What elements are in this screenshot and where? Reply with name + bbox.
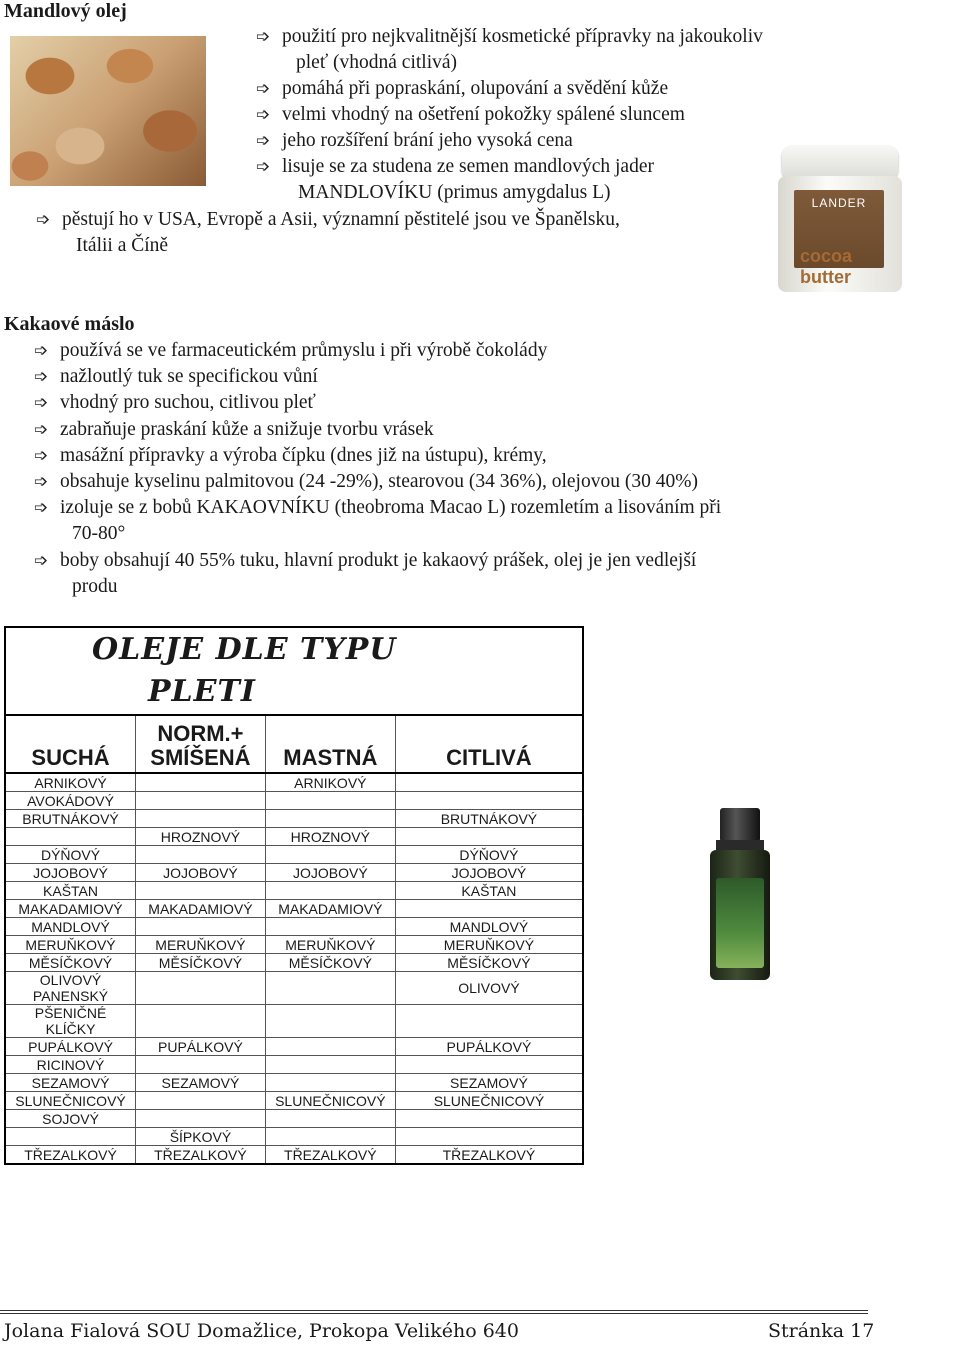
table-cell [265, 1038, 395, 1056]
arrow-bullet-icon: ➩ [34, 367, 49, 387]
table-row [5, 1146, 583, 1165]
table-cell: TŘEZALKOVÝ [265, 1146, 395, 1165]
table-cell [395, 828, 583, 846]
table-cell [136, 882, 266, 900]
footer-rule [0, 1310, 868, 1311]
table-cell: SEZAMOVÝ [395, 1074, 583, 1092]
almond-item-4: ➩ lisuje se za studena ze semen mandlových jader [256, 154, 654, 180]
cocoa-item-1: ➩ nažloutlý tuk se specifickou vůní [34, 364, 318, 390]
table-row [5, 773, 583, 792]
table-cell: BRUTNÁKOVÝ [5, 810, 136, 828]
table-cell: KAŠTAN [5, 882, 136, 900]
table-cell [395, 773, 583, 792]
table-cell: SLUNEČNICOVÝ [395, 1092, 583, 1110]
table-cell: MĚSÍČKOVÝ [136, 954, 266, 972]
table-cell: MERUŇKOVÝ [5, 936, 136, 954]
table-row [5, 1074, 583, 1092]
cocoa-butter-jar-photo [778, 146, 902, 292]
arrow-bullet-icon: ➩ [256, 131, 271, 151]
table-row [5, 828, 583, 846]
table-cell: DÝŇOVÝ [395, 846, 583, 864]
table-row [5, 810, 583, 828]
almond-item-1: ➩ pomáhá při popraskání, olupování a svědění kůže [256, 76, 668, 102]
table-cell: AVOKÁDOVÝ [5, 792, 136, 810]
arrow-bullet-icon: ➩ [34, 498, 49, 518]
table-cell: JOJOBOVÝ [265, 864, 395, 882]
table-cell: JOJOBOVÝ [5, 864, 136, 882]
jar-product: cocoa butter [800, 246, 853, 287]
table-cell [395, 1056, 583, 1074]
table-cell [265, 1005, 395, 1038]
table-cell: MANDLOVÝ [5, 918, 136, 936]
almond-item-3: ➩ jeho rozšíření brání jeho vysoká cena [256, 128, 573, 154]
jar-brand: LANDER [794, 190, 884, 268]
table-cell: OLIVOVÝ [395, 972, 583, 1005]
arrow-bullet-icon: ➩ [34, 341, 49, 361]
almond-item-0-cont: pleť (vhodná citlivá) [296, 52, 458, 73]
table-row [5, 846, 583, 864]
table-cell: OLIVOVÝ PANENSKÝ [5, 972, 136, 1005]
page-number: Stránka 17 [768, 1320, 875, 1342]
table-row [5, 792, 583, 810]
table-cell: ARNIKOVÝ [265, 773, 395, 792]
almond-item-4-cont: MANDLOVÍKU (primus amygdalus L) [298, 182, 611, 203]
table-cell [265, 1056, 395, 1074]
table-cell [136, 792, 266, 810]
table-cell [395, 1128, 583, 1146]
table-cell: MĚSÍČKOVÝ [395, 954, 583, 972]
header-citliva: CITLIVÁ [395, 715, 583, 773]
almond-heading: Mandlový olej [4, 0, 127, 22]
cocoa-item-5: ➩ obsahuje kyselinu palmitovou (24 -29%), stearovou (34 36%), olejovou (30 40%) [34, 469, 698, 495]
table-cell [265, 810, 395, 828]
cocoa-item-4: ➩ masážní přípravky a výroba čípku (dnes již na ústupu), krémy, [34, 443, 547, 469]
table-cell: SEZAMOVÝ [136, 1074, 266, 1092]
table-title: OLEJE DLE TYPU PLETI [5, 627, 583, 715]
cocoa-item-7-cont: produ [72, 576, 118, 597]
table-cell: MĚSÍČKOVÝ [265, 954, 395, 972]
almond-item-5-cont: Itálii a Číně [76, 235, 169, 256]
table-cell [136, 918, 266, 936]
table-cell: PUPÁLKOVÝ [395, 1038, 583, 1056]
table-cell: ARNIKOVÝ [5, 773, 136, 792]
table-cell: MANDLOVÝ [395, 918, 583, 936]
table-row [5, 936, 583, 954]
table-cell [265, 792, 395, 810]
table-cell: ŠÍPKOVÝ [136, 1128, 266, 1146]
table-cell: JOJOBOVÝ [136, 864, 266, 882]
table-cell [136, 972, 266, 1005]
arrow-bullet-icon: ➩ [256, 79, 271, 99]
table-cell [265, 972, 395, 1005]
arrow-bullet-icon: ➩ [256, 105, 271, 125]
table-cell: TŘEZALKOVÝ [5, 1146, 136, 1165]
table-cell [265, 1074, 395, 1092]
table-cell: RICINOVÝ [5, 1056, 136, 1074]
table-row [5, 1038, 583, 1056]
table-cell: PUPÁLKOVÝ [5, 1038, 136, 1056]
table-row [5, 1056, 583, 1074]
bottle-label [716, 878, 764, 968]
table-cell [265, 1110, 395, 1128]
table-cell: KAŠTAN [395, 882, 583, 900]
table-row [5, 1110, 583, 1128]
footer-author: Jolana Fialová SOU Domažlice, Prokopa Velikého 640 [4, 1320, 519, 1342]
bottle-glass [710, 850, 770, 980]
table-row [5, 972, 583, 1005]
arrow-bullet-icon: ➩ [256, 27, 271, 47]
table-cell: SLUNEČNICOVÝ [265, 1092, 395, 1110]
arrow-bullet-icon: ➩ [34, 420, 49, 440]
almond-item-5: ➩ pěstují ho v USA, Evropě a Asii, významní pěstitelé jsou ve Španělsku, [36, 207, 620, 233]
table-cell: TŘEZALKOVÝ [395, 1146, 583, 1165]
table-cell [5, 828, 136, 846]
arrow-bullet-icon: ➩ [34, 551, 49, 571]
table-cell: PUPÁLKOVÝ [136, 1038, 266, 1056]
table-cell [265, 882, 395, 900]
arrow-bullet-icon: ➩ [36, 210, 51, 230]
table-row [5, 882, 583, 900]
arrow-bullet-icon: ➩ [34, 393, 49, 413]
table-cell [395, 1110, 583, 1128]
table-cell: SOJOVÝ [5, 1110, 136, 1128]
table-cell [395, 792, 583, 810]
header-sucha: SUCHÁ [5, 715, 136, 773]
table-cell [136, 846, 266, 864]
table-cell [136, 1056, 266, 1074]
table-cell: MERUŇKOVÝ [395, 936, 583, 954]
table-cell: MAKADAMIOVÝ [265, 900, 395, 918]
table-cell: MAKADAMIOVÝ [5, 900, 136, 918]
table-cell [395, 1005, 583, 1038]
table-cell: MERUŇKOVÝ [136, 936, 266, 954]
table-cell [136, 1092, 266, 1110]
table-row [5, 1092, 583, 1110]
table-cell: MERUŇKOVÝ [265, 936, 395, 954]
cocoa-item-6-cont: 70-80° [72, 523, 126, 544]
header-norm-smisena: NORM.+ SMÍŠENÁ [136, 715, 266, 773]
table-header-row [5, 715, 583, 773]
cocoa-item-0: ➩ používá se ve farmaceutickém průmyslu i při výrobě čokolády [34, 338, 547, 364]
table-title-row [5, 627, 583, 715]
cocoa-heading: Kakaové máslo [4, 313, 135, 335]
jar-lid [782, 146, 898, 180]
table-row [5, 900, 583, 918]
table-row [5, 918, 583, 936]
cocoa-item-2: ➩ vhodný pro suchou, citlivou pleť [34, 390, 316, 416]
table-cell [265, 1128, 395, 1146]
table-cell: SEZAMOVÝ [5, 1074, 136, 1092]
cocoa-item-7: ➩ boby obsahují 40 55% tuku, hlavní produkt je kakaový prášek, olej je jen vedlejší [34, 548, 696, 574]
cocoa-item-6: ➩ izoluje se z bobů KAKAOVNÍKU (theobroma Macao L) rozemletím a lisováním při [34, 495, 721, 521]
table-cell: MAKADAMIOVÝ [136, 900, 266, 918]
table-cell: MĚSÍČKOVÝ [5, 954, 136, 972]
oils-by-skin-type-table [4, 626, 584, 1165]
cocoa-item-3: ➩ zabraňuje praskání kůže a snižuje tvorbu vrásek [34, 417, 434, 443]
table-cell [136, 810, 266, 828]
oil-bottle-photo [708, 808, 772, 980]
table-cell: HROZNOVÝ [136, 828, 266, 846]
footer-rule [0, 1313, 868, 1314]
table-cell: TŘEZALKOVÝ [136, 1146, 266, 1165]
almond-item-0: ➩ použití pro nejkvalitnější kosmetické přípravky na jakoukoliv [256, 24, 763, 50]
table-cell [136, 773, 266, 792]
table-cell [136, 1005, 266, 1038]
table-cell: PŠENIČNÉ KLÍČKY [5, 1005, 136, 1038]
almond-photo [10, 36, 206, 186]
almond-item-2: ➩ velmi vhodný na ošetření pokožky spálené sluncem [256, 102, 685, 128]
table-cell: DÝŇOVÝ [5, 846, 136, 864]
table-cell [265, 918, 395, 936]
arrow-bullet-icon: ➩ [256, 157, 271, 177]
table-cell [395, 900, 583, 918]
table-row [5, 1128, 583, 1146]
table-cell: SLUNEČNICOVÝ [5, 1092, 136, 1110]
table-cell: BRUTNÁKOVÝ [395, 810, 583, 828]
bottle-cap [720, 808, 760, 842]
table-row [5, 864, 583, 882]
table-cell [265, 846, 395, 864]
table-cell [136, 1110, 266, 1128]
header-mastna: MASTNÁ [265, 715, 395, 773]
arrow-bullet-icon: ➩ [34, 472, 49, 492]
arrow-bullet-icon: ➩ [34, 446, 49, 466]
table-cell: JOJOBOVÝ [395, 864, 583, 882]
table-row [5, 954, 583, 972]
jar-body [778, 176, 902, 292]
table-row [5, 1005, 583, 1038]
table-cell [5, 1128, 136, 1146]
table-cell: HROZNOVÝ [265, 828, 395, 846]
